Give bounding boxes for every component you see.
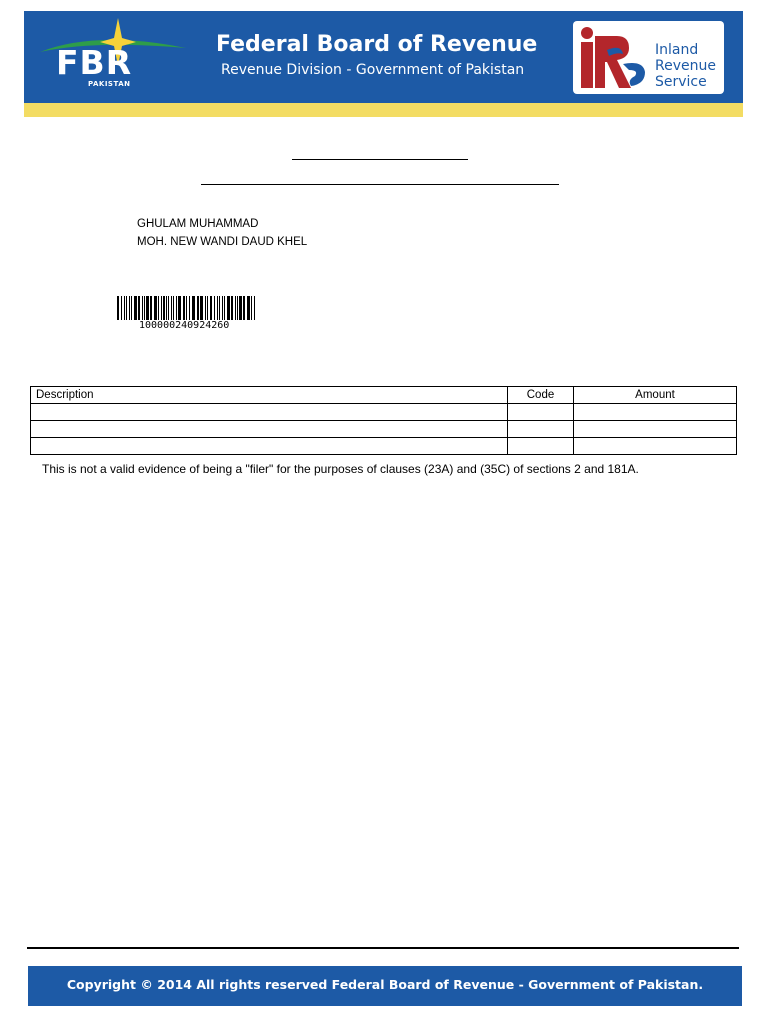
barcode-bar [239, 296, 242, 320]
organization-subtitle: Revenue Division - Government of Pakistan [221, 62, 525, 78]
barcode-bar [207, 296, 208, 320]
table-cell-amount [574, 404, 737, 421]
barcode-bar [163, 296, 165, 320]
barcode-bar [247, 296, 250, 320]
table-cell-amount [574, 438, 737, 455]
barcode-bar [210, 296, 212, 320]
irs-line-inland: Inland [655, 42, 699, 58]
table-row [31, 404, 737, 421]
column-header-description: Description [31, 387, 508, 404]
barcode-bar [219, 296, 220, 320]
barcode-bar [131, 296, 132, 320]
barcode-bar [178, 296, 181, 320]
footer-rule [27, 947, 739, 949]
footer-copyright: Copyright © 2014 All rights reserved Federal Board of Revenue - Government of Pakistan. [66, 977, 704, 992]
barcode-bar [138, 296, 140, 320]
addressee-address: MOH. NEW WANDI DAUD KHEL [137, 236, 308, 248]
barcode-bar [129, 296, 130, 320]
barcode-bar [142, 296, 143, 320]
fbr-logo-subtext: PAKISTAN [88, 80, 131, 88]
barcode-bar [158, 296, 159, 320]
items-table [30, 386, 737, 455]
table-cell-description [31, 421, 508, 438]
barcode-bar [197, 296, 199, 320]
barcode-bar [200, 296, 203, 320]
barcode-bar [117, 296, 119, 320]
column-header-code: Code [508, 387, 574, 404]
barcode-image [117, 296, 257, 320]
irs-logo-icon [577, 24, 649, 92]
barcode-bar [121, 296, 122, 320]
title-rule-short [292, 159, 468, 160]
barcode-bar [235, 296, 236, 320]
table-cell-code [508, 404, 574, 421]
barcode-bar [146, 296, 149, 320]
addressee-name: GHULAM MUHAMMAD [137, 218, 259, 230]
fbr-logo-text: FBR [56, 43, 133, 82]
barcode-bar [237, 296, 238, 320]
barcode-bar [227, 296, 230, 320]
barcode-bar [224, 296, 225, 320]
title-rule-long [201, 184, 559, 185]
table-row [31, 438, 737, 455]
irs-logo-text [655, 42, 716, 90]
barcode-bar [186, 296, 187, 320]
barcode-bar [134, 296, 137, 320]
barcode-bar [168, 296, 169, 320]
barcode-bar [126, 296, 127, 320]
table-cell-description [31, 438, 508, 455]
barcode-bar [144, 296, 145, 320]
barcode-bar [154, 296, 157, 320]
barcode-bar [243, 296, 245, 320]
irs-line-revenue: Revenue [655, 58, 716, 74]
barcode-bar [166, 296, 167, 320]
barcode-bar [150, 296, 152, 320]
barcode-number: 100000240924260 [139, 320, 230, 331]
barcode-bar [205, 296, 206, 320]
table-cell-description [31, 404, 508, 421]
barcode-bar [192, 296, 195, 320]
barcode-bar [189, 296, 190, 320]
column-header-amount: Amount [574, 387, 737, 404]
table-cell-code [508, 421, 574, 438]
header-stripe [24, 103, 743, 117]
barcode-bar [254, 296, 255, 320]
barcode-bar [124, 296, 125, 320]
barcode-bar [251, 296, 252, 320]
table-cell-code [508, 438, 574, 455]
barcode-bar [171, 296, 172, 320]
barcode-bar [173, 296, 174, 320]
barcode-bar [231, 296, 233, 320]
filer-disclaimer-note: This is not a valid evidence of being a "filer" for the purposes of clauses (23A) and (35C) of sections 2 and 181A. [42, 462, 639, 476]
barcode-bar [214, 296, 215, 320]
barcode-bar [161, 296, 162, 320]
table-row [31, 421, 737, 438]
table-cell-amount [574, 421, 737, 438]
table-header-row [31, 387, 737, 404]
irs-line-service: Service [655, 74, 707, 90]
barcode-bar [217, 296, 218, 320]
barcode-bar [222, 296, 223, 320]
organization-title: Federal Board of Revenue [216, 32, 538, 57]
barcode-bar [183, 296, 185, 320]
barcode-bar [176, 296, 177, 320]
